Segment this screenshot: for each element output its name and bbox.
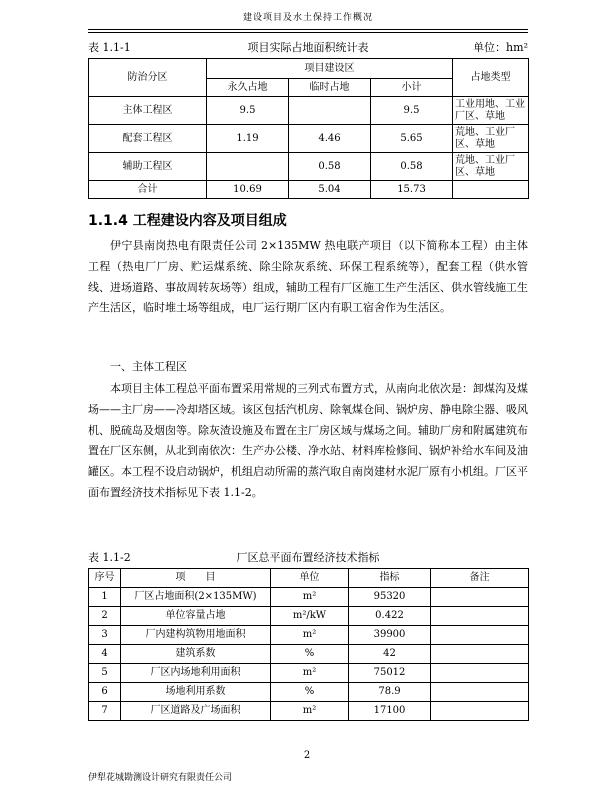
cell-unit: m² <box>271 702 349 721</box>
table2-number: 表 1.1-2 <box>88 551 131 564</box>
cell-no: 7 <box>89 702 121 721</box>
cell-no: 5 <box>89 664 121 683</box>
header-land-type: 占地类型 <box>453 59 529 97</box>
cell-total-subtotal: 15.73 <box>371 181 453 199</box>
cell-type: 工业用地、工业厂区、草地 <box>453 97 529 125</box>
table-total-row <box>89 181 529 199</box>
cell-unit: m² <box>271 588 349 607</box>
table1-caption <box>88 40 528 56</box>
section-heading: 1.1.4 工程建设内容及项目组成 <box>88 213 287 229</box>
table1-unit: 单位：hm² <box>473 41 528 54</box>
land-area-table <box>88 58 529 199</box>
table2-caption <box>88 550 528 566</box>
cell-zone: 辅助工程区 <box>89 153 207 181</box>
cell-no: 4 <box>89 645 121 664</box>
header-remark: 备注 <box>431 569 529 588</box>
cell-no: 6 <box>89 683 121 702</box>
header-zone: 防治分区 <box>89 59 207 97</box>
table2-title: 厂区总平面布置经济技术指标 <box>236 551 380 564</box>
cell-subtotal: 5.65 <box>371 125 453 153</box>
cell-subtotal: 9.5 <box>371 97 453 125</box>
table1-title: 项目实际占地面积统计表 <box>247 41 369 54</box>
header-subtotal: 小计 <box>371 79 453 97</box>
header-temporary: 临时占地 <box>289 79 371 97</box>
cell-no: 1 <box>89 588 121 607</box>
cell-temporary: 4.46 <box>289 125 371 153</box>
cell-value: 95320 <box>349 588 431 607</box>
cell-value: 78.9 <box>349 683 431 702</box>
header-item: 项 目 <box>121 569 271 588</box>
table-row <box>89 702 529 721</box>
header-unit: 单位 <box>271 569 349 588</box>
footer-company: 伊犁花城勘测设计研究有限责任公司 <box>88 773 233 783</box>
cell-total-temporary: 5.04 <box>289 181 371 199</box>
table-row <box>89 588 529 607</box>
cell-subtotal: 0.58 <box>371 153 453 181</box>
cell-item: 建筑系数 <box>121 645 271 664</box>
header-construction: 项目建设区 <box>207 59 453 79</box>
page-number: 2 <box>303 750 311 761</box>
cell-unit: m²/kW <box>271 607 349 626</box>
cell-remark <box>431 626 529 645</box>
cell-item: 厂内建构筑物用地面积 <box>121 626 271 645</box>
cell-item: 厂区占地面积(2×135MW) <box>121 588 271 607</box>
header-value: 指标 <box>349 569 431 588</box>
main-works-paragraph: 本项目主体工程总平面布置采用常规的三列式布置方式，从南向北依次是：卸煤沟及煤场——主厂房——冷却塔区域。该区包括汽机房、除氧煤仓间、锅炉房、静电除尘器、吸风机、脱硫岛及烟囱等。除灰渣设施及布置在主厂房区域与煤场之间。辅助厂房和附属建筑布置在厂区东侧，从北到南依次：生产办公楼、净水站、材料库检修间、锅炉补给水车间及油罐区。本工程不设启动锅炉，机组启动所需的蒸汽取自南岗建材水泥厂原有小机组。厂区平面布置经济技术指标见下表 1.1-2。 <box>88 382 528 499</box>
cell-value: 17100 <box>349 702 431 721</box>
cell-total-type <box>453 181 529 199</box>
cell-remark <box>431 664 529 683</box>
cell-value: 75012 <box>349 664 431 683</box>
cell-temporary: 0.58 <box>289 153 371 181</box>
cell-permanent: 1.19 <box>207 125 289 153</box>
cell-total-label: 合计 <box>89 181 207 199</box>
cell-value: 0.422 <box>349 607 431 626</box>
cell-zone: 配套工程区 <box>89 125 207 153</box>
cell-unit: m² <box>271 664 349 683</box>
table-row <box>89 153 529 181</box>
cell-remark <box>431 702 529 721</box>
layout-indicator-table <box>88 568 529 721</box>
cell-no: 3 <box>89 626 121 645</box>
cell-zone: 主体工程区 <box>89 97 207 125</box>
table-row <box>89 626 529 645</box>
table-row <box>89 125 529 153</box>
cell-item: 单位容量占地 <box>121 607 271 626</box>
header-no: 序号 <box>89 569 121 588</box>
cell-permanent: 9.5 <box>207 97 289 125</box>
cell-no: 2 <box>89 607 121 626</box>
table-row <box>89 645 529 664</box>
cell-unit: m² <box>271 626 349 645</box>
cell-remark <box>431 607 529 626</box>
cell-item: 厂区道路及广场面积 <box>121 702 271 721</box>
table-row <box>89 683 529 702</box>
cell-item: 厂区内场地利用面积 <box>121 664 271 683</box>
cell-unit: % <box>271 683 349 702</box>
cell-type: 荒地、工业厂区、草地 <box>453 153 529 181</box>
header-permanent: 永久占地 <box>207 79 289 97</box>
cell-value: 39900 <box>349 626 431 645</box>
cell-total-permanent: 10.69 <box>207 181 289 199</box>
table-row <box>89 664 529 683</box>
table-row <box>89 607 529 626</box>
table1-number: 表 1.1-1 <box>88 41 131 54</box>
table-row <box>89 97 529 125</box>
cell-unit: % <box>271 645 349 664</box>
cell-permanent <box>207 153 289 181</box>
cell-remark <box>431 588 529 607</box>
subheading-main-works: 一、主体工程区 <box>110 360 187 373</box>
cell-item: 场地利用系数 <box>121 683 271 702</box>
cell-temporary <box>289 97 371 125</box>
cell-value: 42 <box>349 645 431 664</box>
cell-remark <box>431 683 529 702</box>
cell-remark <box>431 645 529 664</box>
cell-type: 荒地、工业厂区、草地 <box>453 125 529 153</box>
running-header: 建设项目及水土保持工作概况 <box>88 10 528 30</box>
intro-paragraph: 伊宁县南岗热电有限责任公司 2×135MW 热电联产项目（以下简称本工程）由主体工程（热电厂厂房、贮运煤系统、除尘除灰系统、环保工程系统等），配套工程（供水管线、进场道路、事故周转灰场等）组成，辅助工程有厂区施工生产生活区、供水管线施工生产生活区，临时堆土场等组成，电厂运行期厂区内有职工宿舍作为生活区。 <box>88 239 528 315</box>
